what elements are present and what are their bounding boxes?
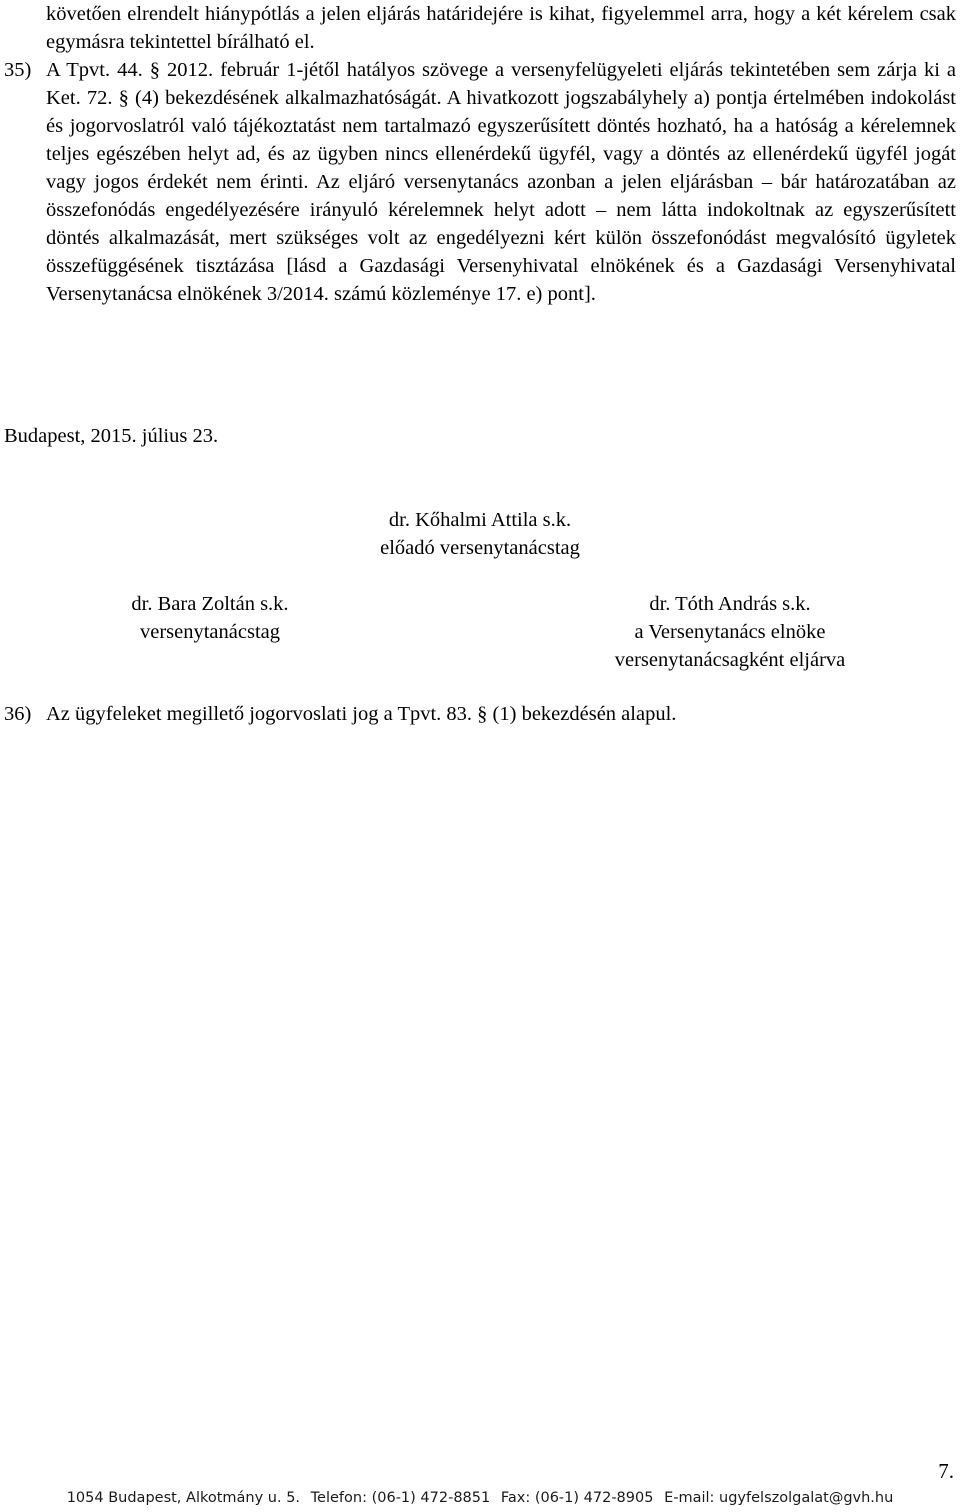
signature-block-member xyxy=(50,590,370,646)
signature-block-rapporteur xyxy=(320,506,640,562)
dateline: Budapest, 2015. július 23. xyxy=(4,425,219,447)
signatory-name: dr. Tóth András s.k. xyxy=(649,593,811,615)
signature-block-chair xyxy=(560,590,900,674)
signatory-name: dr. Kőhalmi Attila s.k. xyxy=(388,509,572,531)
item-number: 36) xyxy=(4,703,32,725)
signatory-role: a Versenytanács elnöke xyxy=(634,621,826,643)
continuation-paragraph: követően elrendelt hiánypótlás a jelen eljárás határidejére is kihat, figyelemmel arra, hogy a két kérelem csak egymásra tekintettel bírálható el. xyxy=(46,3,956,53)
signatory-role: előadó versenytanácstag xyxy=(380,537,580,559)
footer-phone: Telefon: (06-1) 472-8851 xyxy=(310,1490,491,1506)
signatory-role-secondary: versenytanácsagként eljárva xyxy=(614,649,846,671)
numbered-item-35 xyxy=(4,56,956,308)
signatory-role: versenytanácstag xyxy=(139,621,281,643)
item-text: A Tpvt. 44. § 2012. február 1-jétől hatályos szövege a versenyfelügyeleti eljárás tekintetében sem zárja ki a Ket. 72. § (4) bekezdésének alkalmazhatóságát. A hivatkozott jogszabályhely a) pontja értelmében indokolást és jogorvoslatról való tájékoztatást nem tartalmazó egyszerűsített döntés hozható, ha a hatóság a kérelemnek teljes egészében helyt ad, és az ügyben nincs ellenérdekű ügyfél, vagy a döntés az ellenérdekű ügyfél jogát vagy jogos érdekét nem érinti. Az eljáró versenytanács azonban a jelen eljárásban – bár határozatában az összefonódás engedélyezésére irányuló kérelemnek helyt adott – nem látta indokoltnak az egyszerűsített döntés alkalmazását, mert szükséges volt az engedélyezni kért külön összefonódást megvalósító ügyletek összefüggésének tisztázása [lásd a Gazdasági Versenyhivatal elnökének és a Gazdasági Versenyhivatal Versenytanácsa elnökének 3/2014. számú közleménye 17. e) pont]. xyxy=(46,59,956,305)
footer-fax: Fax: (06-1) 472-8905 xyxy=(500,1490,654,1506)
numbered-item-36 xyxy=(4,700,956,728)
page-number: 7. xyxy=(938,1459,954,1483)
item-text: Az ügyfeleket megillető jogorvoslati jog a Tpvt. 83. § (1) bekezdésén alapul. xyxy=(46,703,677,725)
footer-email: E-mail: ugyfelszolgalat@gvh.hu xyxy=(664,1490,894,1506)
item-number: 35) xyxy=(4,59,32,81)
signatory-name: dr. Bara Zoltán s.k. xyxy=(131,593,289,615)
page-footer xyxy=(0,1487,960,1509)
footer-address: 1054 Budapest, Alkotmány u. 5. xyxy=(66,1490,301,1506)
